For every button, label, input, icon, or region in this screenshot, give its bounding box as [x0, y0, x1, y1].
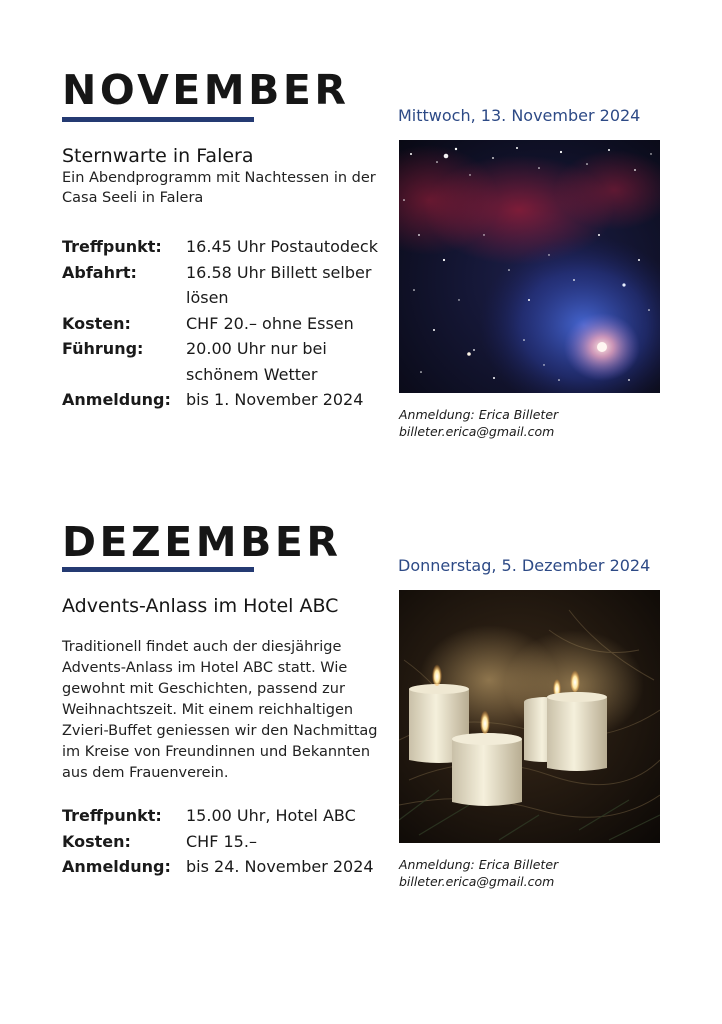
heading-rule [62, 567, 254, 572]
event-title: Advents-Anlass im Hotel ABC [62, 595, 339, 617]
event-details [62, 234, 392, 413]
detail-value: bis 24. November 2024 [186, 857, 374, 876]
detail-row [62, 260, 392, 311]
detail-label: Anmeldung: [62, 857, 171, 876]
event-details [62, 803, 392, 880]
advent-candles-image [399, 590, 660, 843]
detail-row [62, 234, 392, 260]
detail-value: 16.58 Uhr Billett selber lösen [186, 262, 372, 307]
detail-label: Treffpunkt: [62, 806, 162, 825]
caption-contact: Anmeldung: Erica Billeter [399, 857, 559, 872]
event-date: Mittwoch, 13. November 2024 [398, 106, 641, 125]
detail-row [62, 336, 392, 387]
detail-label: Kosten: [62, 831, 131, 851]
event-subtitle: Ein Abendprogramm mit Nachtessen in der Casa Seeli in Falera [62, 170, 376, 206]
night-sky-image [399, 140, 660, 393]
registration-caption [399, 406, 558, 440]
event-date: Donnerstag, 5. Dezember 2024 [398, 556, 651, 575]
event-description: Traditionell findet auch der diesjährige Advents-Anlass im Hotel ABC statt. Wie gewohnt mit Geschichten, passend zur Weihnachtszeit. Mit einem reichhaltigen Zvieri-Buffet geniessen wir den Nachmittag im Kreise von Freundinnen und Bekannten aus dem Frauenverein. [62, 639, 378, 781]
detail-value: CHF 15.– [186, 831, 257, 851]
detail-row [62, 311, 392, 337]
detail-row [62, 803, 392, 829]
detail-label: Abfahrt: [62, 262, 137, 282]
caption-contact: Anmeldung: Erica Billeter [399, 407, 559, 422]
detail-value: 20.00 Uhr nur bei schönem Wetter [186, 339, 327, 384]
detail-row [62, 854, 392, 880]
advent-candles-photo [399, 590, 660, 843]
detail-row [62, 829, 392, 855]
detail-value: CHF 20.– ohne Essen [186, 313, 354, 333]
month-heading-november: NOVEMBER [62, 66, 350, 114]
caption-email: billeter.erica@gmail.com [399, 874, 555, 889]
month-heading-dezember: DEZEMBER [62, 518, 342, 566]
event-title: Sternwarte in Falera [62, 145, 254, 167]
caption-email: billeter.erica@gmail.com [399, 424, 555, 439]
detail-label: Kosten: [62, 313, 131, 333]
detail-value: 16.45 Uhr Postautodeck [186, 237, 378, 256]
registration-caption [399, 856, 558, 890]
detail-value: 15.00 Uhr, Hotel ABC [186, 806, 356, 825]
detail-value: bis 1. November 2024 [186, 390, 364, 409]
night-sky-photo [399, 140, 660, 393]
detail-label: Anmeldung: [62, 390, 171, 409]
detail-label: Treffpunkt: [62, 237, 162, 256]
detail-label: Führung: [62, 339, 144, 358]
detail-row [62, 387, 392, 413]
heading-rule [62, 117, 254, 122]
